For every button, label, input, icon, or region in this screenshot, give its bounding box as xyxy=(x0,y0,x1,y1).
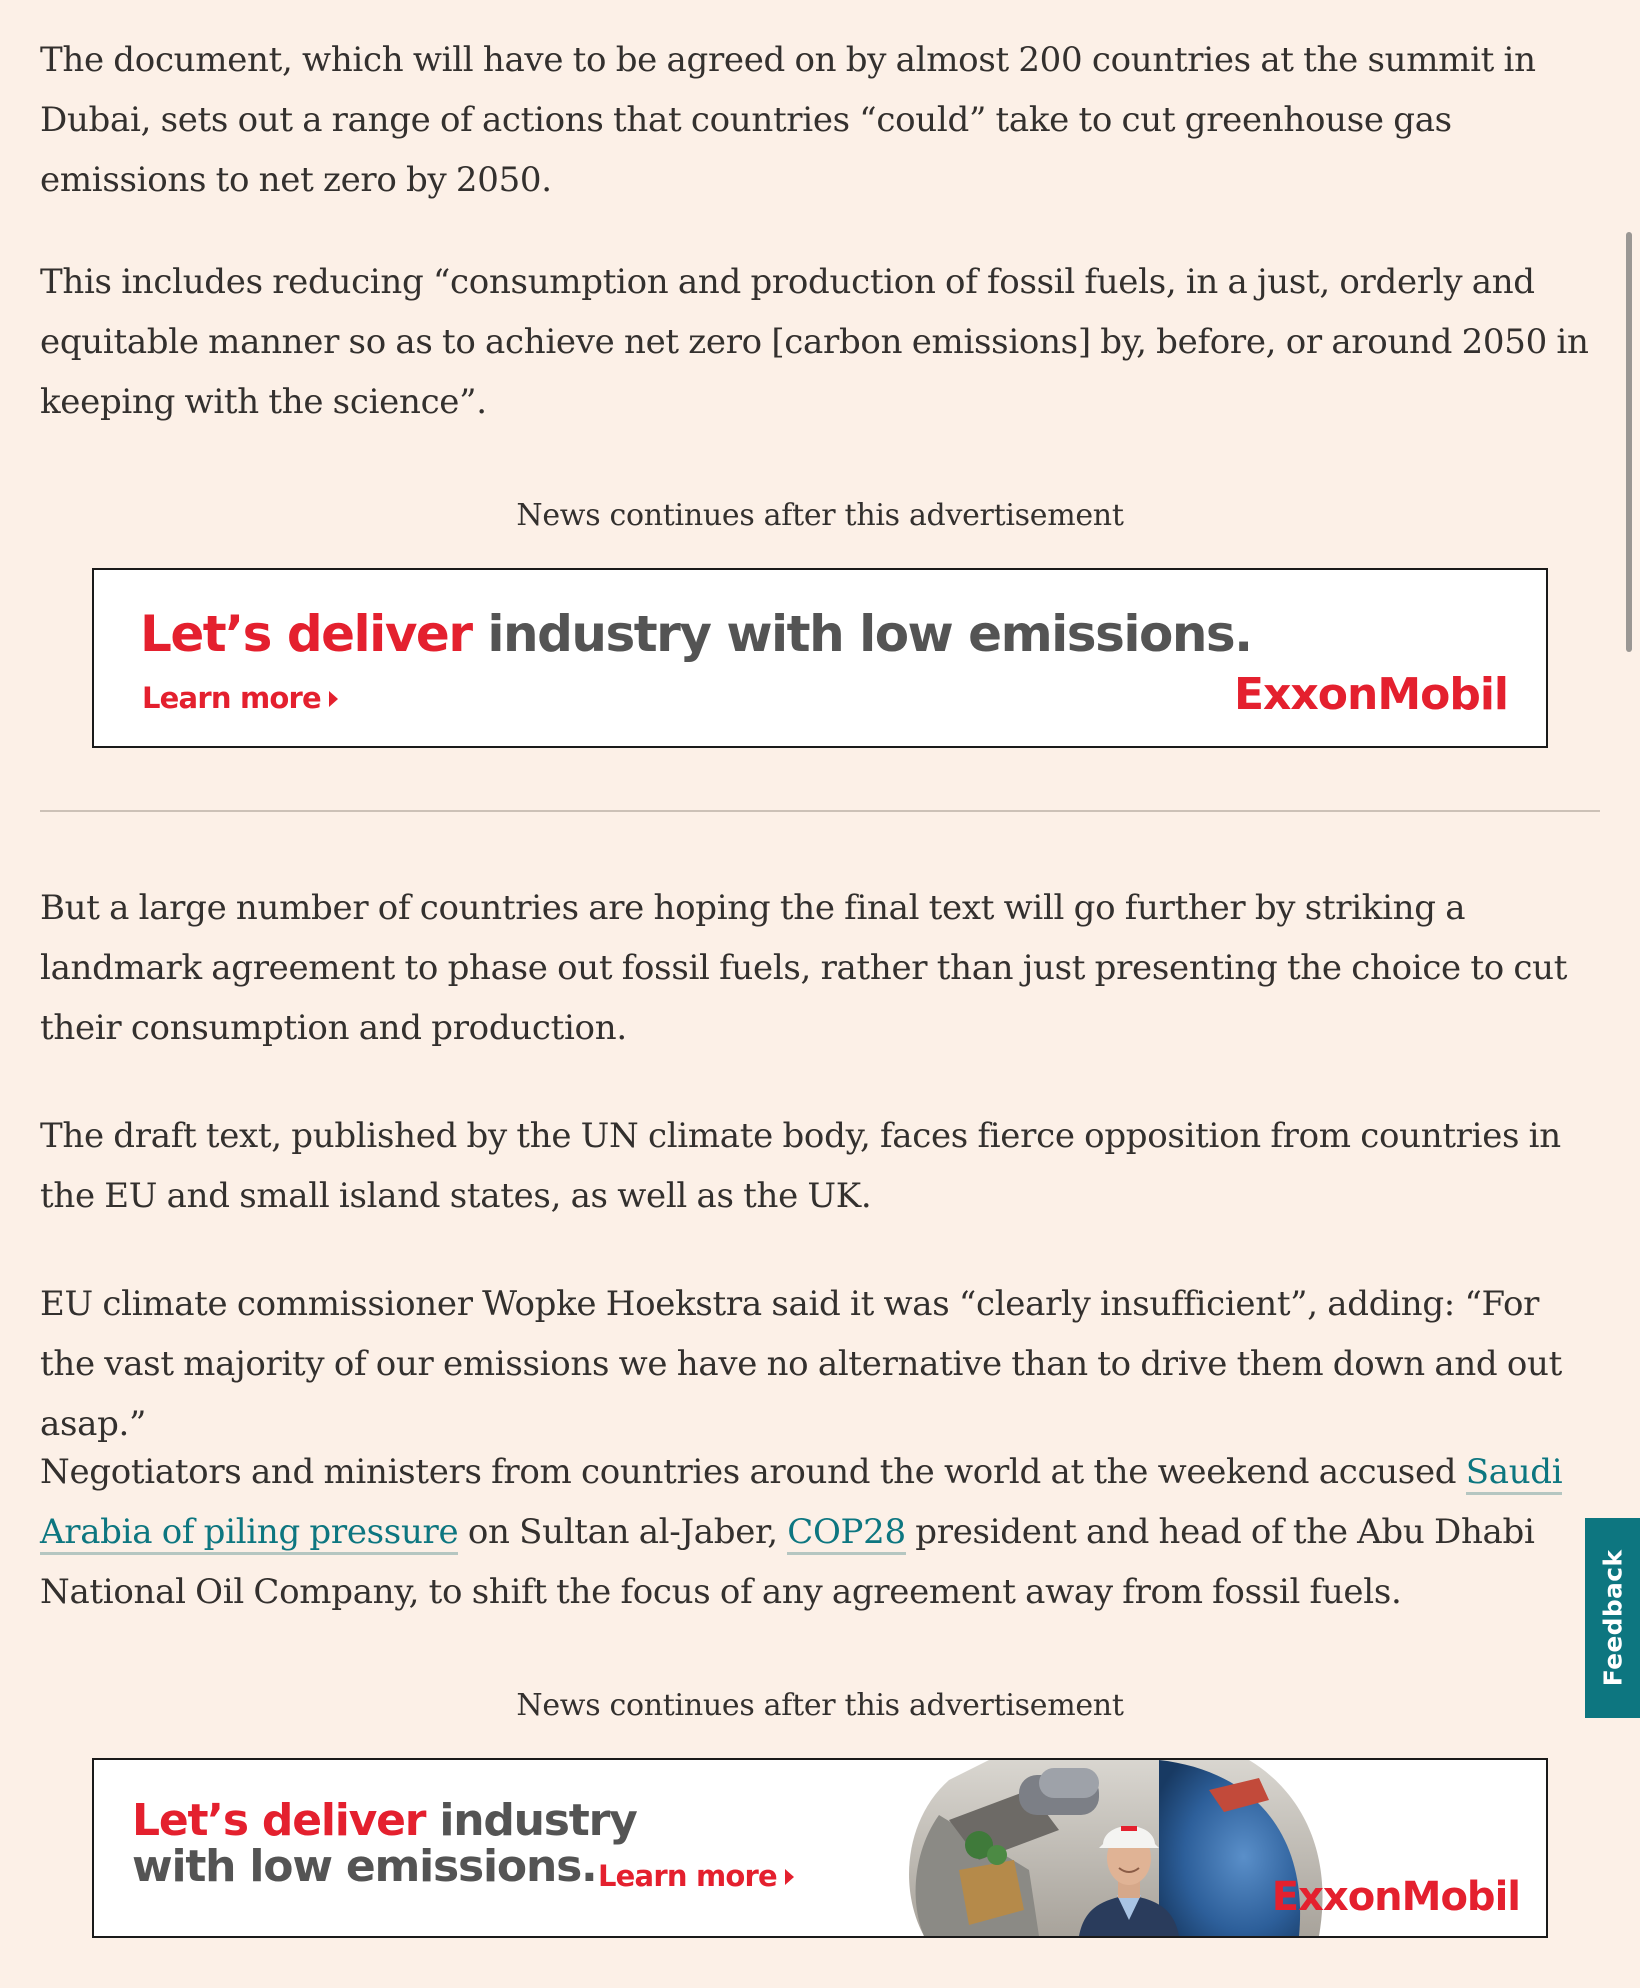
ad-headline-line: with low emissions. xyxy=(132,1841,597,1892)
ad-notice: News continues after this advertisement xyxy=(516,1688,1124,1723)
article-paragraph: This includes reducing “consumption and production of fossil fuels, in a just, orderly and equitable manner so as to achieve net zero [carbon emissions] by, before, or around 2050 in keeping with the science”. xyxy=(40,262,1589,422)
ad-notice: News continues after this advertisement xyxy=(516,498,1124,533)
feedback-label: Feedback xyxy=(1598,1549,1627,1687)
exxonmobil-logo: ExxonMobil xyxy=(1233,669,1508,720)
section-divider xyxy=(40,810,1600,812)
banner-ad[interactable] xyxy=(92,568,1548,748)
ad-headline-rest: industry with low emissions. xyxy=(471,605,1252,663)
caret-right-icon xyxy=(785,1869,794,1885)
article-paragraph: The draft text, published by the UN climate body, faces fierce opposition from countries in the EU and small island states, as well as the UK. xyxy=(40,1116,1561,1216)
exxonmobil-logo: ExxonMobil xyxy=(1271,1874,1520,1920)
article-paragraph xyxy=(40,1442,1600,1622)
caret-right-icon xyxy=(329,691,338,707)
feedback-tab[interactable] xyxy=(1585,1518,1640,1718)
banner-ad[interactable] xyxy=(92,1758,1548,1938)
paragraph-text: Negotiators and ministers from countries around the world at the weekend accused xyxy=(40,1452,1466,1492)
scrollbar-thumb[interactable] xyxy=(1626,232,1632,652)
learn-more-link[interactable] xyxy=(142,680,338,716)
article-paragraph: The document, which will have to be agreed on by almost 200 countries at the summit in Dubai, sets out a range of actions that countries “could” take to cut greenhouse gas emissions to net zero by 2050. xyxy=(40,40,1536,200)
ad-headline-rest: industry xyxy=(425,1795,637,1846)
learn-more-label: Learn more xyxy=(598,1859,777,1893)
cop28-link[interactable]: COP28 xyxy=(787,1512,906,1555)
ad-headline-highlight: Let’s deliver xyxy=(140,605,472,663)
article-paragraph: EU climate commissioner Wopke Hoekstra said it was “clearly insufficient”, adding: “For the vast majority of our emissions we have no alternative than to drive them down and out asap.” xyxy=(40,1284,1563,1444)
ad-headline xyxy=(132,1795,637,1892)
ad-headline xyxy=(140,604,1252,664)
learn-more-link[interactable] xyxy=(598,1858,794,1894)
paragraph-text: president and head of the Abu Dhabi National Oil Company, to shift the focus of any agreement away from fossil fuels. xyxy=(40,1512,1535,1612)
article-paragraph: But a large number of countries are hoping the final text will go further by striking a landmark agreement to phase out fossil fuels, rather than just presenting the choice to cut their consumption and production. xyxy=(40,888,1568,1048)
ad-headline-highlight: Let’s deliver xyxy=(132,1795,426,1846)
learn-more-label: Learn more xyxy=(142,681,321,715)
saudi-arabia-link[interactable]: Saudi Arabia of piling pressure xyxy=(40,1452,1562,1555)
ad-headline-line xyxy=(132,1795,637,1846)
paragraph-text: on Sultan al-Jaber, xyxy=(458,1512,788,1552)
